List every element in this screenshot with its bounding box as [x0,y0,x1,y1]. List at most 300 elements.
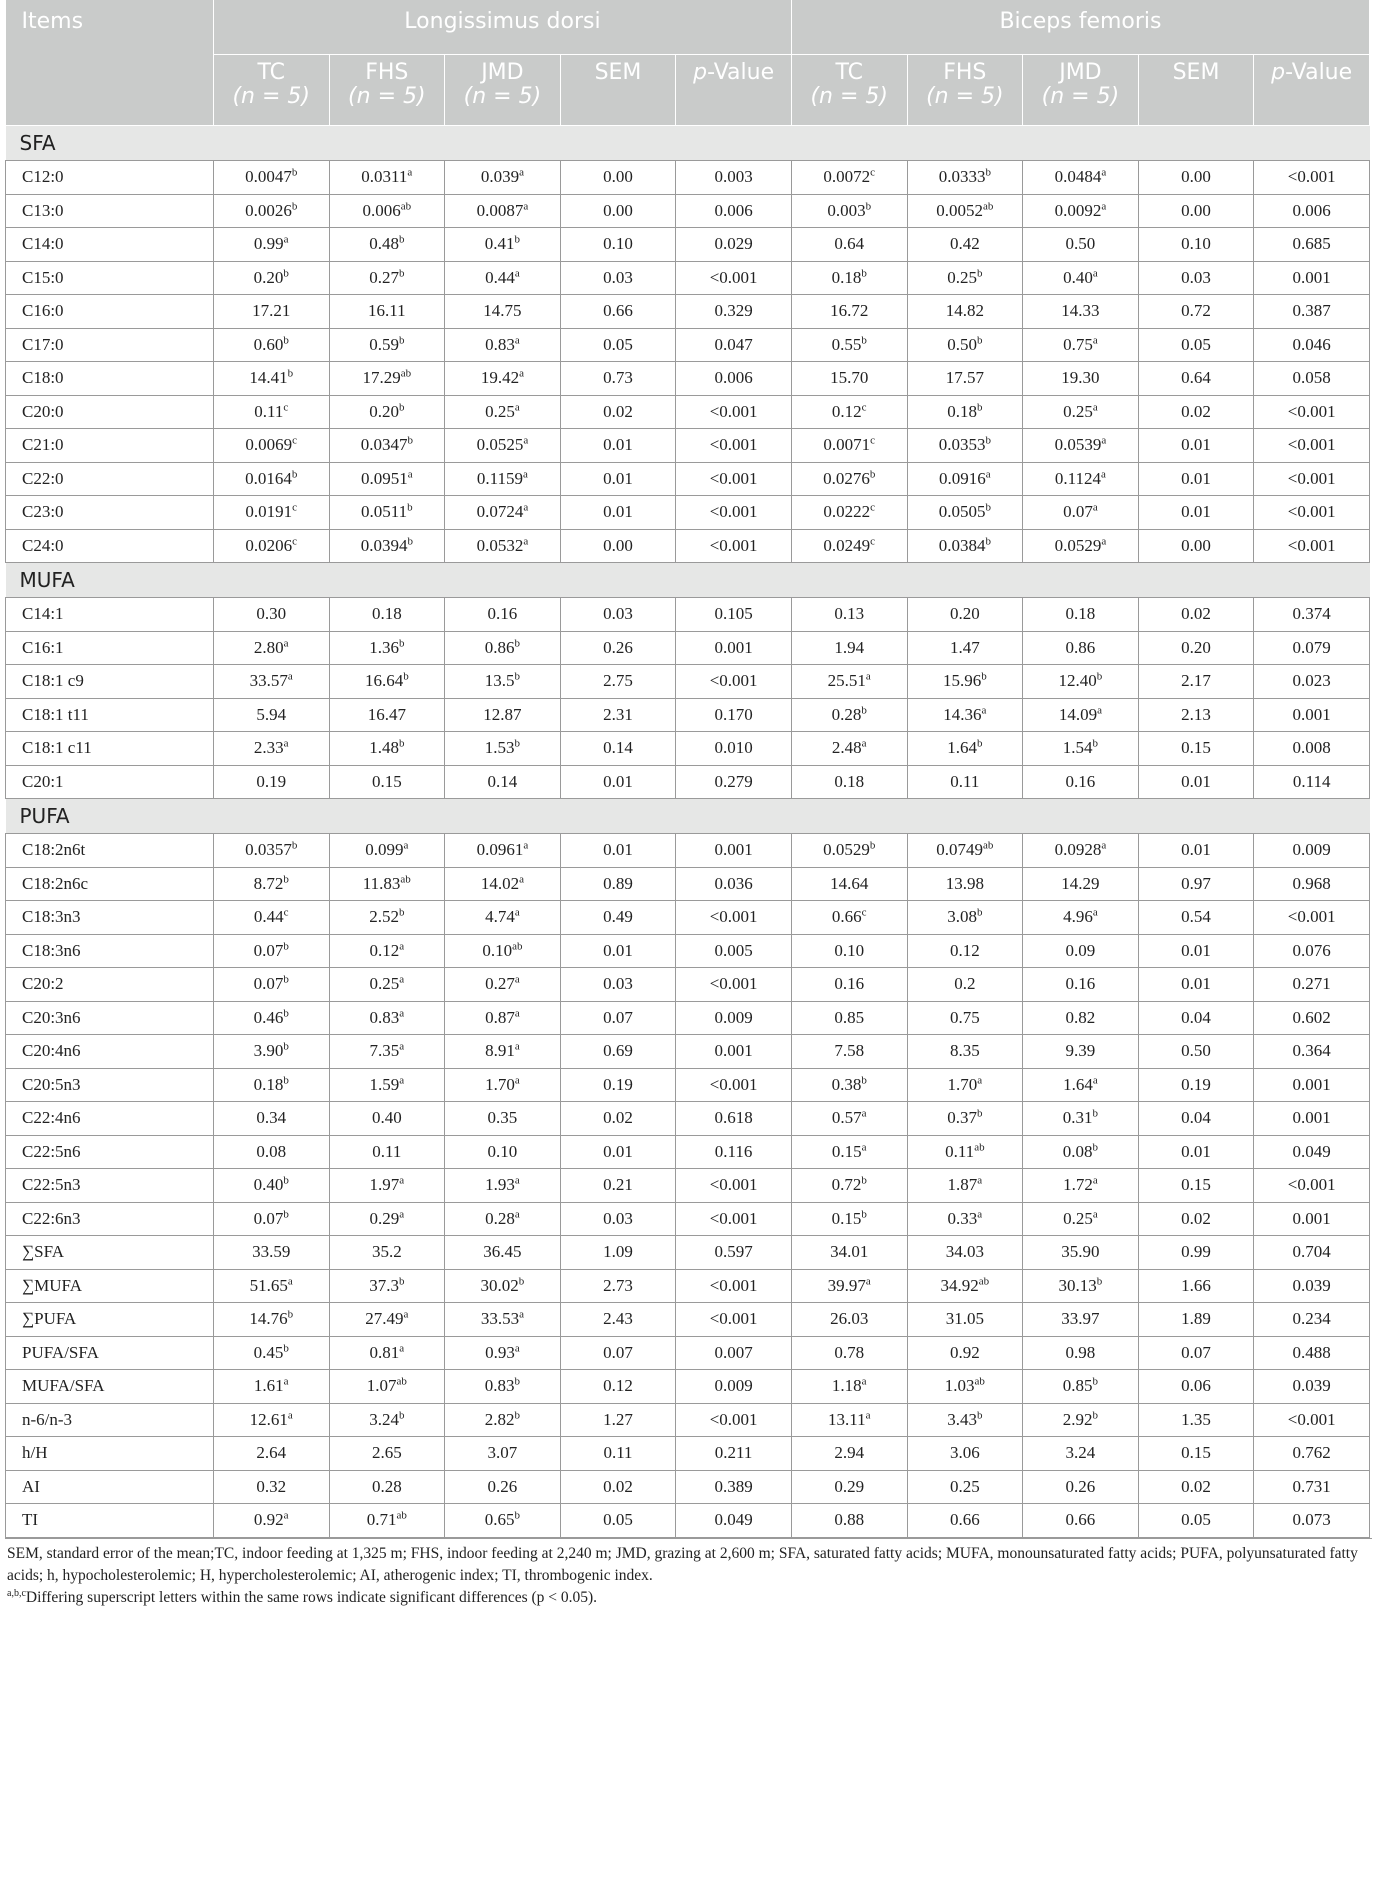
table-cell [1138,1068,1254,1102]
cell-value: 0.0961 [476,840,524,860]
row-label: h/H [6,1437,214,1471]
cell-value: 0.92 [253,1510,284,1530]
table-cell [791,362,907,396]
cell-value: 0.89 [603,873,633,893]
table-cell [213,1068,329,1102]
table-cell [907,1102,1023,1136]
cell-value: 0.44 [485,267,515,287]
table-cell [445,968,561,1002]
table-cell [445,462,561,496]
table-cell [907,1370,1023,1404]
significance-letter: a [287,1275,293,1288]
table-cell [445,395,561,429]
significance-letter: b [869,468,876,481]
cell-value: 0.75 [1063,334,1093,354]
cell-value: 0.16 [1065,771,1096,791]
table-figure [5,0,1370,1609]
cell-value: 0.762 [1292,1443,1331,1463]
table-row [6,496,1370,530]
table-cell [445,1001,561,1035]
cell-value: 0.99 [253,234,284,254]
cell-value: 0.02 [603,1108,633,1128]
significance-letter: ab [400,367,412,380]
significance-letter: ab [396,1375,407,1388]
table-cell [1254,1370,1370,1404]
table-cell [1254,968,1370,1002]
table-row [6,1068,1370,1102]
table-cell [676,1236,792,1270]
cell-value: 0.049 [714,1510,753,1530]
cell-value: 0.0916 [939,468,986,488]
table-cell [560,395,676,429]
significance-letter: b [291,166,298,179]
table-cell [445,1236,561,1270]
cell-value: 0.10 [482,940,513,960]
cell-value: 0.06 [1181,1376,1211,1396]
table-cell [1138,1403,1254,1437]
table-cell [213,1504,329,1538]
significance-letter: a [865,1409,871,1422]
table-cell [676,1370,792,1404]
cell-value: 2.13 [1181,704,1211,724]
significance-letter: a [514,401,520,414]
table-cell [791,732,907,766]
cell-value: <0.001 [709,1309,758,1329]
cell-value: 0.685 [1292,234,1331,254]
table-cell [1023,1303,1139,1337]
cell-value: 0.2 [954,974,976,994]
significance-letter: b [976,737,983,750]
table-cell [445,161,561,195]
row-label: C22:5n3 [6,1169,214,1203]
table-cell [1254,665,1370,699]
cell-value: 1.53 [484,738,515,758]
table-cell [445,1336,561,1370]
cell-value: 0.18 [253,1074,284,1094]
table-cell [560,901,676,935]
table-cell [445,1169,561,1203]
table-row [6,968,1370,1002]
cell-value: <0.001 [709,435,758,455]
table-cell [1254,631,1370,665]
table-cell [791,1370,907,1404]
cell-value: 0.01 [603,771,633,791]
table-cell [1254,1135,1370,1169]
table-cell [791,194,907,228]
column-header-name: JMD [481,60,524,85]
table-cell [907,496,1023,530]
significance-letter: b [514,1375,521,1388]
table-cell [1023,1001,1139,1035]
cell-value: 0.00 [1181,167,1211,187]
table-row [6,362,1370,396]
significance-letter: a [1092,1074,1098,1087]
cell-value: 0.234 [1292,1309,1331,1329]
significance-letter: a [523,434,529,447]
cell-value: 14.41 [249,368,288,388]
cell-value: 5.94 [256,704,287,724]
table-cell [676,665,792,699]
table-cell [445,698,561,732]
cell-value: <0.001 [709,267,758,287]
cell-value: <0.001 [709,1409,758,1429]
table-cell [1023,194,1139,228]
cell-value: 0.001 [714,840,753,860]
table-cell [560,665,676,699]
cell-value: 0.1124 [1054,468,1102,488]
significance-letter: a [1092,401,1098,414]
table-cell [1138,1303,1254,1337]
cell-value: 0.029 [714,234,753,254]
significance-letter: b [985,434,991,447]
significance-letter: a [1101,200,1107,213]
cell-value: 0.0347 [360,435,408,455]
row-label: C20:0 [6,395,214,429]
cell-value: 51.65 [249,1275,288,1295]
significance-letter: a [1101,468,1106,481]
cell-value: 16.72 [830,301,869,321]
table-cell [1023,362,1139,396]
table-cell [329,261,445,295]
table-cell [676,295,792,329]
cell-value: 0.18 [947,401,977,421]
table-cell [907,834,1023,868]
row-label: C18:1 c11 [6,732,214,766]
table-cell [1023,698,1139,732]
cell-value: 33.57 [249,671,288,691]
column-header-n: (n = 5) [232,84,310,109]
significance-letter: b [861,1074,867,1087]
cell-value: 0.279 [714,771,753,791]
table-cell [1254,429,1370,463]
table-cell [329,867,445,901]
cell-value: 2.65 [371,1443,402,1463]
cell-value: 14.29 [1061,873,1100,893]
significance-letter: a [283,1375,289,1388]
table-cell [445,228,561,262]
cell-value: 0.01 [1181,771,1211,791]
table-cell [1023,429,1139,463]
significance-letter: a [861,1141,867,1154]
table-cell [213,429,329,463]
cell-value: 0.0026 [245,200,292,220]
table-cell [907,1169,1023,1203]
cell-value: 2.48 [831,738,862,758]
table-cell [445,1403,561,1437]
cell-value: 0.12 [949,940,980,960]
table-cell [791,429,907,463]
table-cell [560,328,676,362]
row-label: AI [6,1470,214,1504]
table-cell [1138,1001,1254,1035]
table-cell [791,698,907,732]
table-cell [213,529,329,563]
table-cell [1023,834,1139,868]
table-cell [445,1202,561,1236]
row-label: C20:3n6 [6,1001,214,1035]
table-cell [329,1437,445,1471]
cell-value: 0.55 [831,334,862,354]
table-cell [445,1470,561,1504]
cell-value: 0.008 [1292,738,1331,758]
table-cell [1138,1102,1254,1136]
cell-value: 0.25 [485,401,515,421]
cell-value: 0.72 [1181,301,1211,321]
cell-value: 0.14 [603,738,633,758]
column-header-name: p-Value [1271,60,1353,85]
table-cell [329,1202,445,1236]
cell-value: 0.01 [603,840,633,860]
table-cell [1138,901,1254,935]
table-cell [560,1169,676,1203]
table-cell [1023,161,1139,195]
cell-value: 34.03 [945,1242,984,1262]
table-row [6,261,1370,295]
cell-value: 0.001 [714,637,753,657]
table-cell [791,328,907,362]
cell-value: 0.0394 [360,535,408,555]
cell-value: 0.25 [1063,1208,1093,1228]
cell-value: 1.09 [603,1242,633,1262]
cell-value: 0.0951 [360,468,408,488]
table-cell [676,698,792,732]
significance-letter: b [283,267,289,280]
table-cell [213,328,329,362]
table-cell [329,194,445,228]
cell-value: 0.039 [1292,1376,1331,1396]
cell-value: 3.07 [487,1443,518,1463]
significance-letter: a [514,267,520,280]
cell-value: <0.001 [709,1208,758,1228]
table-cell [791,1102,907,1136]
cell-value: 0.34 [256,1108,287,1128]
table-cell [791,968,907,1002]
column-header [329,55,445,126]
cell-value: 0.001 [1292,704,1331,724]
cell-value: 0.05 [603,1510,633,1530]
table-cell [1254,934,1370,968]
significance-letter: a [977,1208,983,1221]
table-cell [560,598,676,632]
significance-letter: a [977,1174,983,1187]
cell-value: 33.59 [252,1242,291,1262]
cell-value: 0.86 [484,637,515,657]
table-cell [1023,765,1139,799]
significance-letter: c [283,401,289,414]
cell-value: 0.003 [714,167,753,187]
table-cell [907,1001,1023,1035]
table-cell [445,1370,561,1404]
table-cell [676,161,792,195]
cell-value: 0.69 [603,1041,633,1061]
significance-letter: b [283,1342,289,1355]
table-cell [213,228,329,262]
row-label: ∑PUFA [6,1303,214,1337]
table-cell [213,462,329,496]
cell-value: 0.0164 [245,468,292,488]
cell-value: 1.64 [947,738,977,758]
cell-value: 14.76 [249,1309,288,1329]
cell-value: 0.48 [369,234,399,254]
header-group-longissimus: Longissimus dorsi [213,0,791,55]
significance-letter: b [398,233,405,246]
cell-value: 0.968 [1292,873,1331,893]
table-cell [445,732,561,766]
significance-letter: c [292,501,298,514]
table-cell [329,1403,445,1437]
cell-value: 33.53 [480,1309,520,1329]
table-cell [1138,1470,1254,1504]
table-cell [791,1437,907,1471]
cell-value: 16.64 [364,671,404,691]
table-row [6,395,1370,429]
significance-letter: b [283,334,289,347]
table-cell [213,1236,329,1270]
table-cell [1023,1370,1139,1404]
table-cell [1023,529,1139,563]
cell-value: 0.26 [1065,1476,1096,1496]
table-cell [560,1437,676,1471]
cell-value: <0.001 [1287,907,1336,927]
row-label: C16:1 [6,631,214,665]
table-cell [213,1370,329,1404]
table-cell [907,1403,1023,1437]
cell-value: 0.0047 [245,167,292,187]
cell-value: 0.387 [1292,301,1331,321]
table-cell [213,665,329,699]
cell-value: 25.51 [827,671,866,691]
section-header-row [6,126,1370,161]
row-label: C15:0 [6,261,214,295]
cell-value: 0.08 [256,1141,287,1161]
cell-value: 0.25 [1063,401,1093,421]
table-cell [213,194,329,228]
table-cell [329,901,445,935]
section-header-row [6,563,1370,598]
table-cell [1254,698,1370,732]
cell-value: 0.50 [947,334,977,354]
significance-letter: ab [400,200,412,213]
table-cell [907,732,1023,766]
table-cell [791,1403,907,1437]
table-cell [676,1303,792,1337]
table-cell [1023,1336,1139,1370]
cell-value: 0.0928 [1054,840,1102,860]
cell-value: 0.001 [1292,267,1331,287]
cell-value: 0.0276 [823,468,870,488]
cell-value: 0.271 [1292,974,1331,994]
table-cell [791,1068,907,1102]
table-cell [560,228,676,262]
cell-value: 0.07 [1063,502,1093,522]
table-cell [213,1303,329,1337]
cell-value: 1.48 [369,738,399,758]
cell-value: 15.70 [830,368,869,388]
cell-value: 0.07 [253,1208,284,1228]
cell-value: 0.40 [253,1175,284,1195]
significance-letter: a [399,1040,405,1053]
cell-value: 0.01 [1181,435,1211,455]
column-header [907,55,1023,126]
table-footnote [5,1538,1372,1609]
table-row [6,1135,1370,1169]
significance-letter: a [523,839,529,852]
column-header-n: (n = 5) [348,84,426,109]
cell-value: 1.70 [485,1074,515,1094]
cell-value: 0.29 [369,1208,400,1228]
table-row [6,631,1370,665]
table-cell [791,496,907,530]
table-cell [445,1504,561,1538]
cell-value: 0.0311 [361,167,408,187]
table-cell [907,395,1023,429]
table-cell [445,362,561,396]
table-cell [1138,1504,1254,1538]
cell-value: 15.96 [942,671,982,691]
table-cell [1023,867,1139,901]
cell-value: <0.001 [709,1275,758,1295]
cell-value: 0.33 [947,1208,978,1228]
cell-value: 0.41 [484,234,515,254]
cell-value: 0.15 [831,1208,862,1228]
cell-value: 1.94 [834,637,865,657]
table-cell [907,362,1023,396]
cell-value: 8.35 [949,1041,980,1061]
significance-letter: a [523,501,529,514]
significance-letter: b [976,401,983,414]
table-cell [445,765,561,799]
significance-letter: a [514,1007,520,1020]
cell-value: 0.11 [950,771,980,791]
table-cell [445,867,561,901]
cell-value: 0.329 [714,301,753,321]
table-cell [1254,765,1370,799]
table-cell [1254,1236,1370,1270]
table-cell [560,698,676,732]
table-cell [907,968,1023,1002]
table-cell [1138,598,1254,632]
table-cell [560,529,676,563]
cell-value: 0.099 [365,840,404,860]
cell-value: 14.75 [483,301,522,321]
table-cell [1254,1102,1370,1136]
table-cell [1254,261,1370,295]
table-cell [445,1102,561,1136]
table-cell [1254,529,1370,563]
table-cell [676,1102,792,1136]
cell-value: 1.89 [1181,1309,1211,1329]
cell-value: 0.86 [1065,637,1096,657]
table-cell [329,1035,445,1069]
table-cell [213,1102,329,1136]
table-row [6,295,1370,329]
table-cell [791,1269,907,1303]
table-row [6,462,1370,496]
significance-letter: b [518,1275,525,1288]
table-cell [560,1269,676,1303]
cell-value: 0.16 [487,604,518,624]
table-cell [791,261,907,295]
cell-value: 3.06 [949,1443,980,1463]
cell-value: 0.85 [1062,1376,1093,1396]
significance-letter: b [514,737,521,750]
cell-value: 0.03 [603,604,633,624]
cell-value: 27.49 [365,1309,404,1329]
significance-letter: a [399,1074,405,1087]
cell-value: 3.43 [947,1409,977,1429]
cell-value: 0.98 [1065,1342,1096,1362]
table-cell [213,732,329,766]
